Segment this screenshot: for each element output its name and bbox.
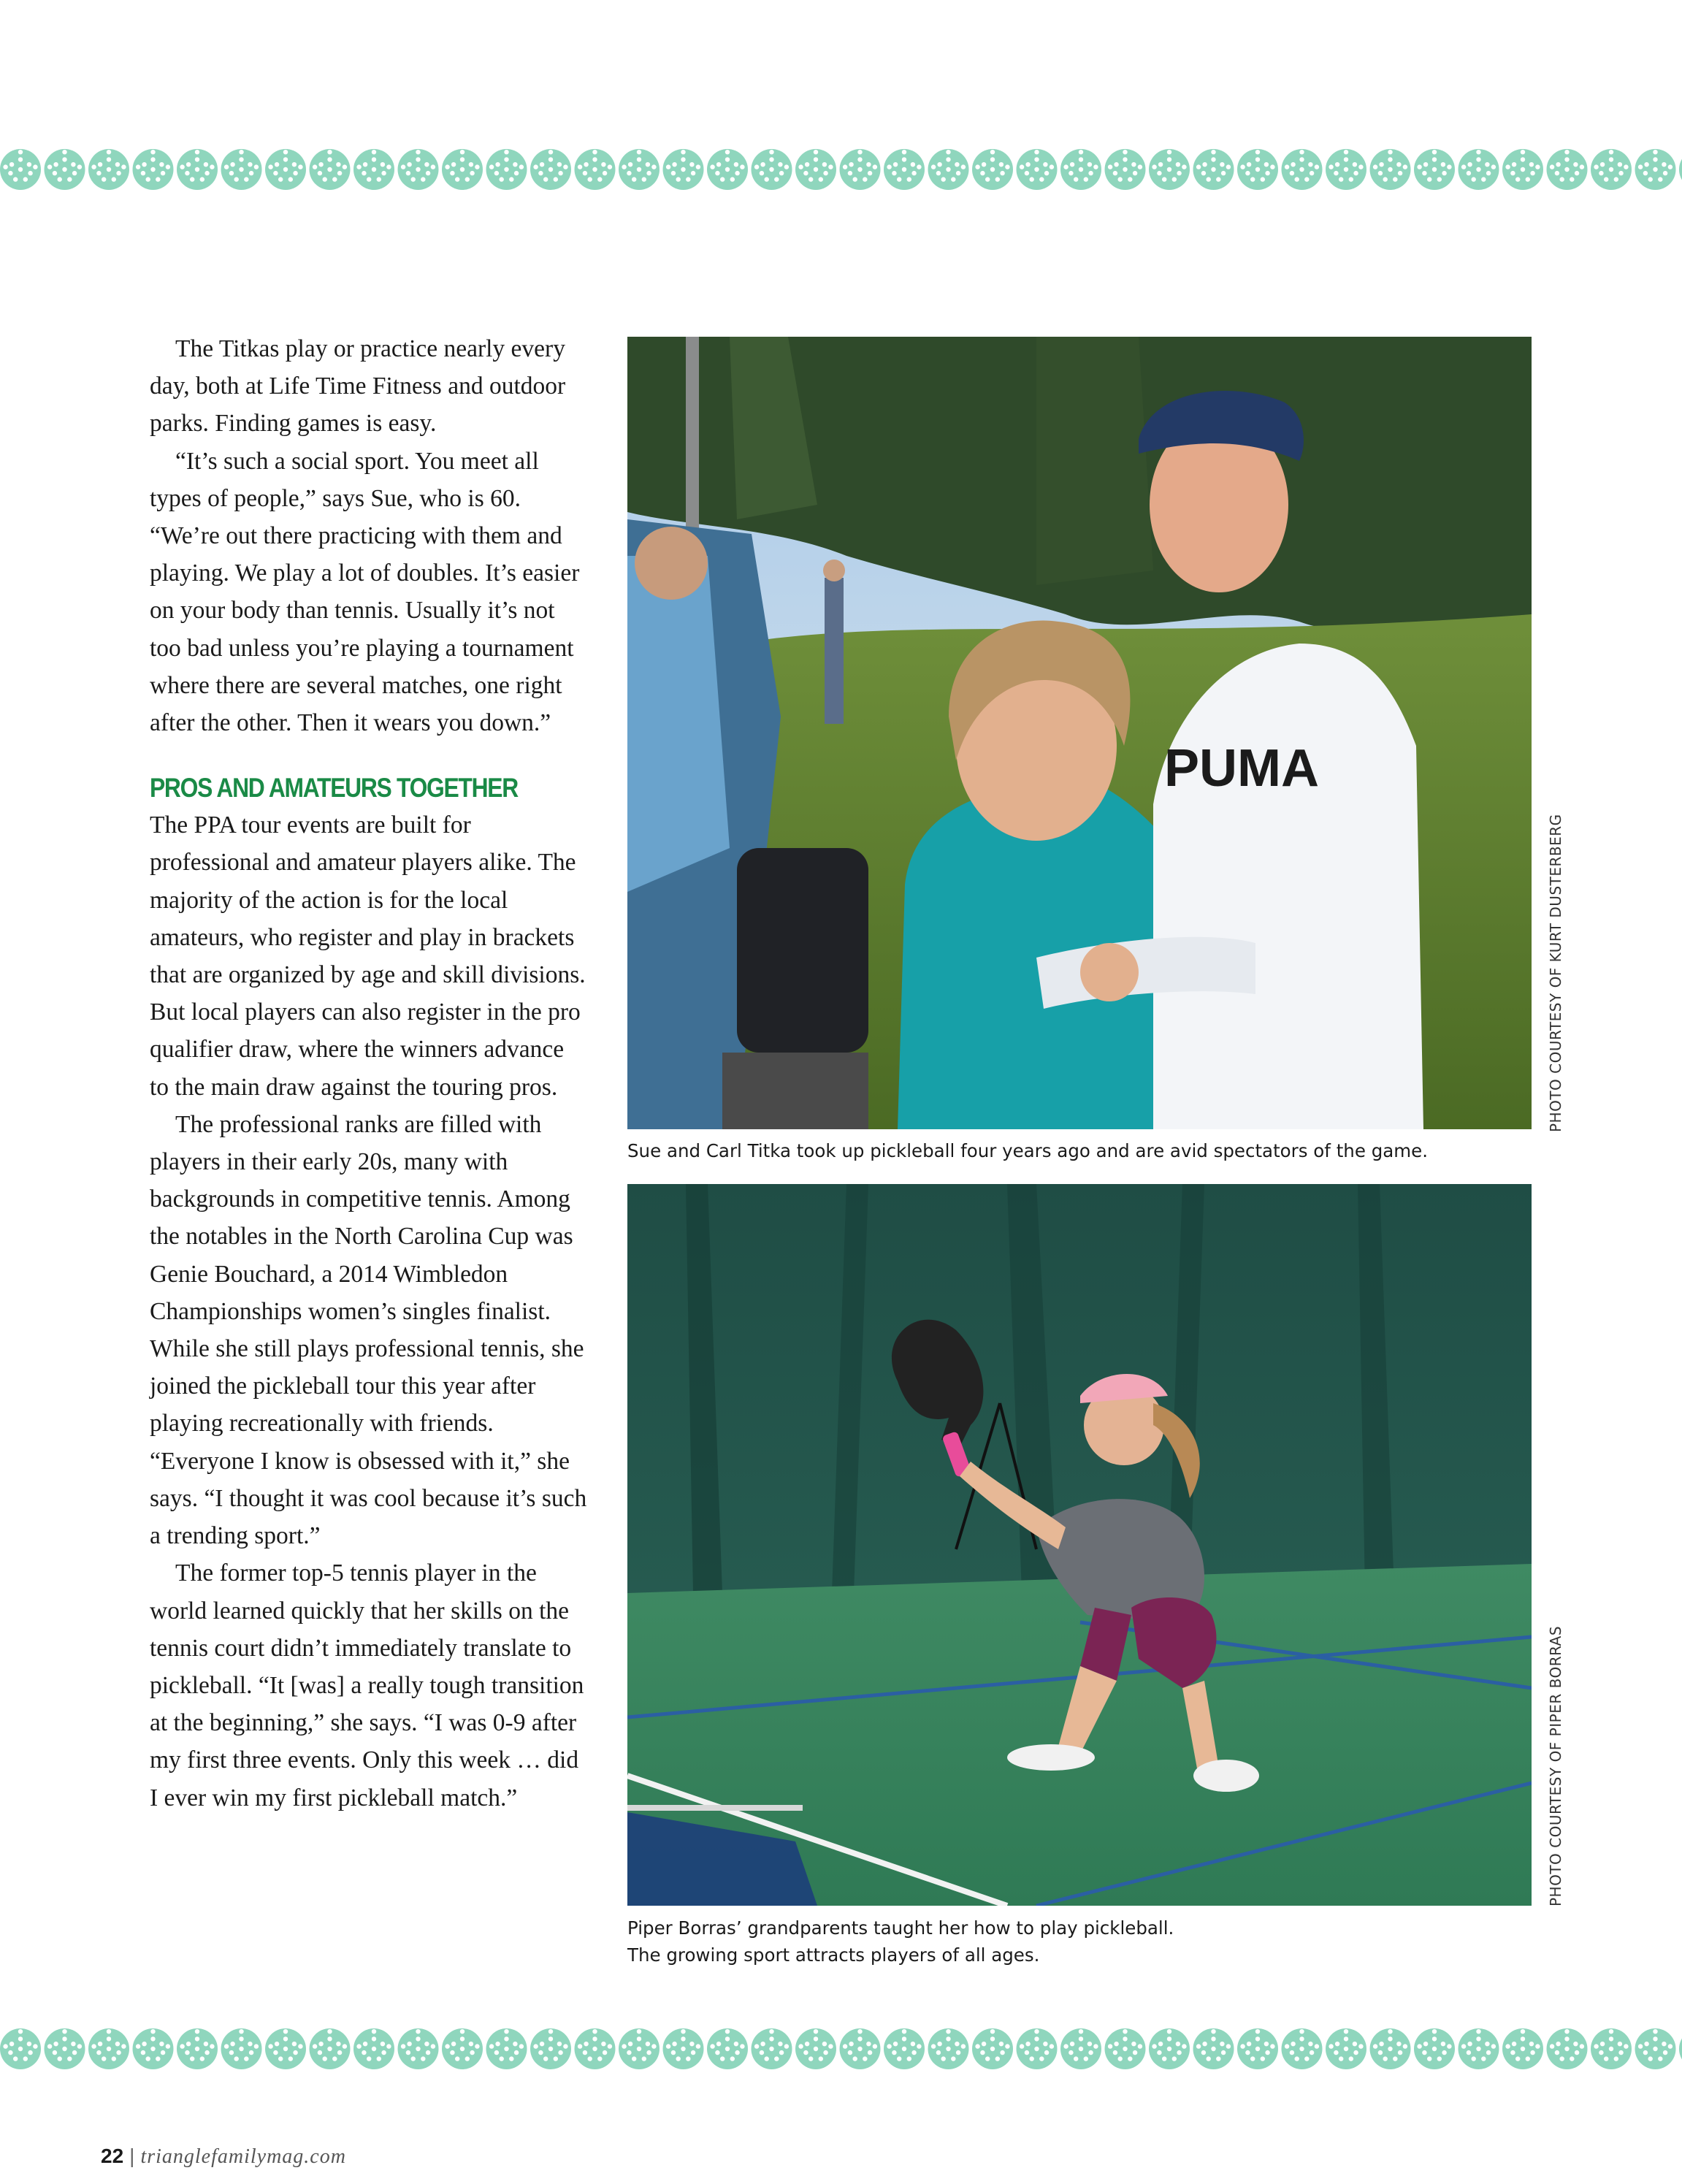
pickleball-icon xyxy=(1017,2028,1058,2069)
photo2-credit: PHOTO COURTESY OF PIPER BORRAS xyxy=(1547,1625,1564,1906)
pickleball-icon xyxy=(663,149,704,190)
pickleball-icon xyxy=(1635,149,1676,190)
pickleball-icon xyxy=(840,2028,881,2069)
pickleball-icon xyxy=(1679,149,1682,190)
pickleball-icon xyxy=(972,149,1013,190)
pickleball-border-top xyxy=(0,148,1682,191)
pickleball-icon xyxy=(1193,2028,1234,2069)
pickleball-icon xyxy=(884,2028,925,2069)
pickleball-icon xyxy=(752,149,792,190)
pickleball-icon xyxy=(1502,2028,1543,2069)
photo1-credit: PHOTO COURTESY OF KURT DUSTERBERG xyxy=(1547,814,1564,1132)
pickleball-border-bottom xyxy=(0,2027,1682,2071)
pickleball-icon xyxy=(1282,149,1323,190)
article-paragraph: The former top-5 tennis player in the world learned quickly that her skills on the tennis court didn’t immediately translate to pickleball. “It [was] a really tough transition at the beginning,” she says. “I was 0-9 after my first three events. Only this week … did I ever win my first pickleball match.” xyxy=(150,1559,584,1811)
section-heading: PROS AND AMATEURS TOGETHER xyxy=(150,773,518,803)
pickleball-icon xyxy=(619,149,660,190)
pickleball-icon xyxy=(795,149,836,190)
pickleball-icon xyxy=(1282,2028,1323,2069)
pickleball-icon xyxy=(1547,149,1588,190)
pickleball-icon xyxy=(265,149,306,190)
pickleball-icon xyxy=(88,149,129,190)
pickleball-icon xyxy=(88,2028,129,2069)
pickleball-icon xyxy=(486,2028,527,2069)
pickleball-icon xyxy=(575,149,616,190)
caption-line: The growing sport attracts players of all ages. xyxy=(627,1944,1040,1966)
pickleball-icon xyxy=(972,2028,1013,2069)
pickleball-icon xyxy=(1237,149,1278,190)
pickleball-icon xyxy=(1370,149,1411,190)
pickleball-icon xyxy=(928,2028,969,2069)
pickleball-row-icon xyxy=(0,148,1682,191)
couple-photo-illustration xyxy=(627,337,1532,1129)
pickleball-icon xyxy=(310,149,351,190)
pickleball-icon xyxy=(1635,2028,1676,2069)
pickleball-icon xyxy=(353,149,394,190)
pickleball-icon xyxy=(752,2028,792,2069)
pickleball-icon xyxy=(310,2028,351,2069)
puma-logo-text: PUMA xyxy=(1164,739,1319,798)
pickleball-icon xyxy=(133,2028,174,2069)
pickleball-icon xyxy=(177,2028,218,2069)
pickleball-icon xyxy=(1459,2028,1499,2069)
article-paragraph: “It’s such a social sport. You meet all types of people,” says Sue, who is 60. “We’re out there practicing with them and playing. We play a lot of doubles. It’s easier on your body than tennis. Usually it’s not too bad unless you’re playing a tournament where there are several matches, one right after the other. Then it wears you down.” xyxy=(150,447,580,737)
pickleball-icon xyxy=(707,2028,748,2069)
footer-separator: | xyxy=(129,2145,135,2167)
pickleball-icon xyxy=(1370,2028,1411,2069)
pickleball-row-icon xyxy=(0,2027,1682,2071)
pickleball-icon xyxy=(1149,2028,1190,2069)
pickleball-icon xyxy=(486,149,527,190)
pickleball-icon xyxy=(530,149,571,190)
pickleball-icon xyxy=(1105,149,1146,190)
pickleball-icon xyxy=(0,149,41,190)
page-number: 22 xyxy=(101,2145,124,2167)
article-column xyxy=(150,330,588,1817)
photo-sue-and-carl xyxy=(627,337,1532,1129)
pickleball-icon xyxy=(265,2028,306,2069)
pickleball-icon xyxy=(530,2028,571,2069)
photo1-caption xyxy=(627,1137,1540,1164)
caption-text: Sue and Carl Titka took up pickleball four years ago and are avid spectators of the game. xyxy=(627,1140,1428,1161)
pickleball-icon xyxy=(840,149,881,190)
pickleball-icon xyxy=(1502,149,1543,190)
photo2-caption xyxy=(627,1914,1540,1969)
pickleball-icon xyxy=(1060,149,1101,190)
pickleball-icon xyxy=(928,149,969,190)
pickleball-icon xyxy=(1414,149,1455,190)
pickleball-icon xyxy=(1459,149,1499,190)
pickleball-icon xyxy=(1017,149,1058,190)
pickleball-icon xyxy=(398,149,439,190)
pickleball-icon xyxy=(1679,2028,1682,2069)
pickleball-icon xyxy=(353,2028,394,2069)
pickleball-icon xyxy=(45,149,85,190)
player-photo-illustration xyxy=(627,1184,1532,1906)
pickleball-icon xyxy=(707,149,748,190)
pickleball-icon xyxy=(1237,2028,1278,2069)
pickleball-icon xyxy=(1060,2028,1101,2069)
pickleball-icon xyxy=(1414,2028,1455,2069)
pickleball-icon xyxy=(663,2028,704,2069)
pickleball-icon xyxy=(1326,2028,1366,2069)
pickleball-icon xyxy=(1591,2028,1632,2069)
pickleball-icon xyxy=(795,2028,836,2069)
pickleball-icon xyxy=(884,149,925,190)
pickleball-icon xyxy=(442,149,483,190)
pickleball-icon xyxy=(1591,149,1632,190)
pickleball-icon xyxy=(0,2028,41,2069)
pickleball-icon xyxy=(221,2028,262,2069)
article-paragraph: The PPA tour events are built for professional and amateur players alike. The majority of the action is for the local amateurs, who register and play in brackets that are organized by age and skill divisions. But local players can also register in the pro qualifier draw, where the winners advance to the main draw against the touring pros. xyxy=(150,812,586,1101)
caption-line: Piper Borras’ grandparents taught her how to play pickleball. xyxy=(627,1917,1174,1939)
pickleball-icon xyxy=(619,2028,660,2069)
page-footer xyxy=(101,2145,346,2169)
pickleball-icon xyxy=(442,2028,483,2069)
pickleball-icon xyxy=(1193,149,1234,190)
pickleball-icon xyxy=(1326,149,1366,190)
photo-piper-borras xyxy=(627,1184,1532,1906)
pickleball-icon xyxy=(133,149,174,190)
article-paragraph: The Titkas play or practice nearly every day, both at Life Time Fitness and outdoor parks. Finding games is easy. xyxy=(150,335,566,438)
pickleball-icon xyxy=(1105,2028,1146,2069)
pickleball-icon xyxy=(1149,149,1190,190)
article-paragraph: The professional ranks are filled with players in their early 20s, many with backgrounds in competitive tennis. Among the notables in the North Carolina Cup was Genie Bouchard, a 2014 Wimbledon Championships women’s singles finalist. While she still plays professional tennis, she joined the pickleball tour this year after playing recreationally with friends. “Everyone I know is obsessed with it,” she says. “I thought it was cool because it’s such a trending sport.” xyxy=(150,1110,587,1550)
pickleball-icon xyxy=(398,2028,439,2069)
pickleball-icon xyxy=(45,2028,85,2069)
footer-site[interactable]: trianglefamilymag.com xyxy=(140,2145,346,2168)
pickleball-icon xyxy=(575,2028,616,2069)
pickleball-icon xyxy=(221,149,262,190)
pickleball-icon xyxy=(1547,2028,1588,2069)
pickleball-icon xyxy=(177,149,218,190)
